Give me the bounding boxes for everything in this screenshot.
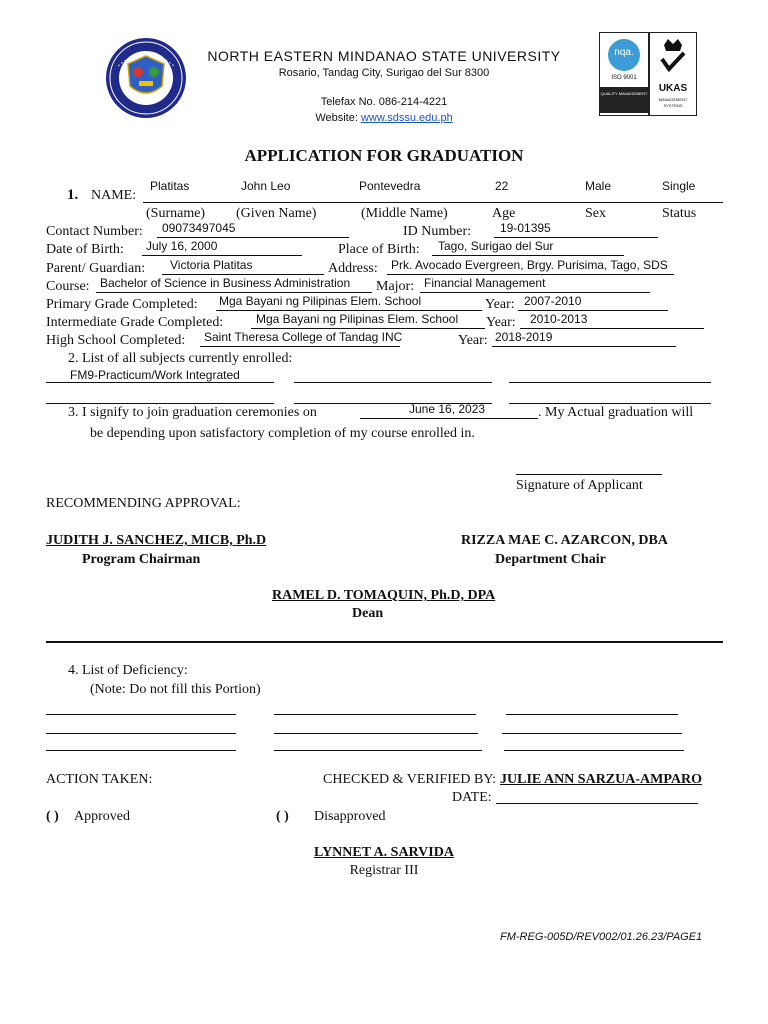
quality-text: QUALITY MANAGEMENT xyxy=(600,87,648,113)
deficiency-line-7 xyxy=(46,736,236,751)
signify-line2: be depending upon satisfactory completion of my course enrolled in. xyxy=(90,426,475,441)
disapproved-checkbox[interactable]: ( ) xyxy=(276,809,289,824)
dean-title: Dean xyxy=(352,606,384,621)
subjects-label: 2. List of all subjects currently enrolled: xyxy=(68,351,293,366)
university-address: Rosario, Tandag City, Surigao del Sur 8300 xyxy=(278,67,490,79)
university-name: NORTH EASTERN MINDANAO STATE UNIVERSITY xyxy=(207,48,561,64)
contact-label: Contact Number: xyxy=(46,224,143,239)
primary-label: Primary Grade Completed: xyxy=(46,297,198,312)
id-value: 19-01395 xyxy=(500,221,551,235)
registrar-title: Registrar III xyxy=(349,863,419,878)
intermediate-value: Mga Bayani ng Pilipinas Elem. School xyxy=(256,312,459,326)
intermediate-year-label: Year: xyxy=(486,315,516,330)
course-value: Bachelor of Science in Business Administration xyxy=(100,276,351,290)
date-line xyxy=(496,789,698,804)
checked-verified-label: CHECKED & VERIFIED BY: xyxy=(323,772,497,787)
website-label: Website: xyxy=(315,112,358,124)
name-number: 1. xyxy=(67,187,79,203)
course-label: Course: xyxy=(46,279,90,294)
signature-label: Signature of Applicant xyxy=(516,478,643,493)
subject-value-1: FM9-Practicum/Work Integrated xyxy=(70,368,240,382)
given-caption: (Given Name) xyxy=(236,206,317,221)
nqa-iso-logo xyxy=(599,32,649,116)
dob-label: Date of Birth: xyxy=(46,242,124,257)
address-label: Address: xyxy=(328,261,378,276)
sex-caption: Sex xyxy=(585,206,606,221)
subject-line-2 xyxy=(294,368,492,383)
status-caption: Status xyxy=(662,206,697,221)
surname-caption: (Surname) xyxy=(146,206,206,221)
form-title: APPLICATION FOR GRADUATION xyxy=(244,146,524,165)
section-divider xyxy=(46,641,723,643)
age-value: 22 xyxy=(495,179,509,193)
deficiency-line-1 xyxy=(46,700,236,715)
dept-chair-name: RIZZA MAE C. AZARCON, DBA xyxy=(461,533,668,548)
highschool-year-value: 2018-2019 xyxy=(495,330,553,344)
name-label: NAME: xyxy=(91,188,137,203)
signify-text: 3. I signify to join graduation ceremonies on xyxy=(68,405,317,420)
highschool-label: High School Completed: xyxy=(46,333,186,348)
deficiency-note: (Note: Do not fill this Portion) xyxy=(90,682,261,697)
deficiency-line-6 xyxy=(502,719,682,734)
ukas-text: UKAS xyxy=(658,83,688,94)
intermediate-label: Intermediate Grade Completed: xyxy=(46,315,224,330)
deficiency-line-2 xyxy=(274,700,476,715)
signature-line xyxy=(516,460,662,475)
pob-label: Place of Birth: xyxy=(338,242,420,257)
program-chair-title: Program Chairman xyxy=(82,552,201,567)
primary-year-value: 2007-2010 xyxy=(524,294,582,308)
mgmt-text: MANAGEMENT SYSTEMS xyxy=(658,97,688,108)
recommending-label: RECOMMENDING APPROVAL: xyxy=(46,496,241,511)
telefax: Telefax No. 086-214-4221 xyxy=(320,96,448,108)
pob-value: Tago, Surigao del Sur xyxy=(438,239,554,253)
subject-line-4 xyxy=(46,389,274,404)
dean-name: RAMEL D. TOMAQUIN, Ph.D, DPA xyxy=(272,588,496,603)
deficiency-line-3 xyxy=(506,700,678,715)
approved-checkbox[interactable]: ( ) xyxy=(46,809,59,824)
status-value: Single xyxy=(662,179,696,193)
program-chair-name: JUDITH J. SANCHEZ, MICB, Ph.D xyxy=(46,533,267,548)
major-label: Major: xyxy=(376,279,415,294)
given-name-value: John Leo xyxy=(241,179,291,193)
deficiency-label: 4. List of Deficiency: xyxy=(68,663,188,678)
id-label: ID Number: xyxy=(403,224,472,239)
disapproved-label: Disapproved xyxy=(314,809,386,824)
surname-value: Platitas xyxy=(150,179,190,193)
crown-icon xyxy=(650,33,696,83)
sex-value: Male xyxy=(585,179,612,193)
date-label: DATE: xyxy=(452,790,492,805)
form-code: FM-REG-005D/REV002/01.26.23/PAGE1 xyxy=(500,931,703,943)
approved-label: Approved xyxy=(74,809,130,824)
ceremony-date-value: June 16, 2023 xyxy=(409,402,486,416)
checked-verified-name: JULIE ANN SARZUA-AMPARO xyxy=(500,772,702,787)
middle-name-value: Pontevedra xyxy=(359,179,421,193)
highschool-year-label: Year: xyxy=(458,333,488,348)
dept-chair-title: Department Chair xyxy=(495,552,606,567)
signify-text-after: . My Actual graduation will xyxy=(538,405,694,420)
guardian-label: Parent/ Guardian: xyxy=(46,261,146,276)
contact-value: 09073497045 xyxy=(162,221,236,235)
deficiency-line-4 xyxy=(46,719,236,734)
intermediate-year-value: 2010-2013 xyxy=(530,312,588,326)
nqa-text: nqa. xyxy=(614,47,634,58)
highschool-value: Saint Theresa College of Tandag INC xyxy=(204,330,403,344)
primary-year-label: Year: xyxy=(485,297,515,312)
iso-text: ISO 9001 xyxy=(611,75,637,81)
age-caption: Age xyxy=(492,206,516,221)
deficiency-line-8 xyxy=(274,736,482,751)
name-underline xyxy=(143,188,723,203)
major-value: Financial Management xyxy=(424,276,546,290)
registrar-name: LYNNET A. SARVIDA xyxy=(314,845,454,860)
guardian-value: Victoria Platitas xyxy=(170,258,253,272)
deficiency-line-9 xyxy=(504,736,684,751)
website-link[interactable]: www.sdssu.edu.ph xyxy=(360,112,453,124)
address-value: Prk. Avocado Evergreen, Brgy. Purisima, Tago, SDS xyxy=(391,258,668,272)
action-taken-label: ACTION TAKEN: xyxy=(46,772,153,787)
primary-value: Mga Bayani ng Pilipinas Elem. School xyxy=(219,294,422,308)
subject-line-3 xyxy=(509,368,711,383)
middle-caption: (Middle Name) xyxy=(361,206,448,221)
deficiency-line-5 xyxy=(274,719,478,734)
dob-value: July 16, 2000 xyxy=(146,239,218,253)
ukas-logo xyxy=(649,32,697,116)
subject-line-6 xyxy=(509,389,711,404)
